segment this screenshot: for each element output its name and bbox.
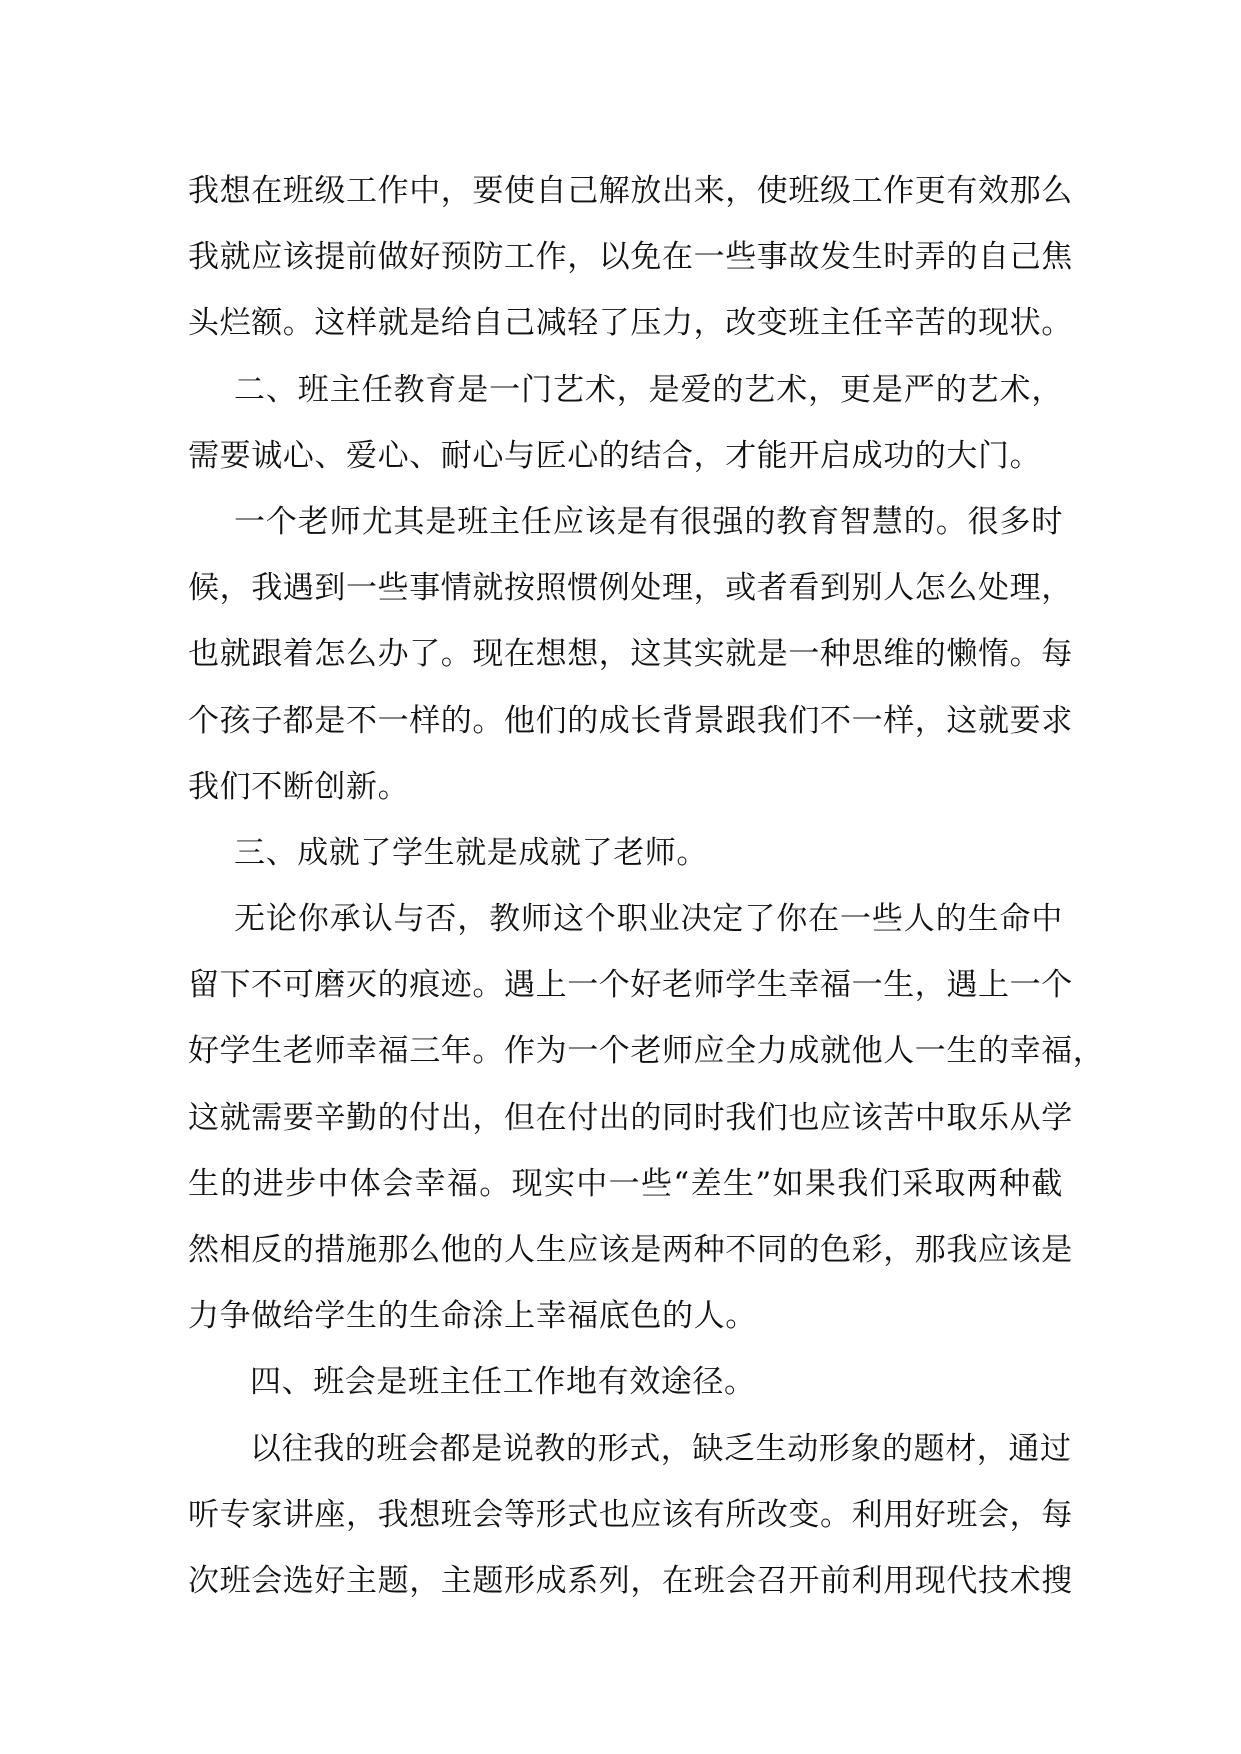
text-line: 生的进步中体会幸福。现实中一些“差生”如果我们采取两种截	[188, 1165, 1063, 1202]
section-heading-2: 二、班主任教育是一门艺术，是爱的艺术，更是严的艺术，	[234, 371, 1063, 408]
text-line: 也就跟着怎么办了。现在想想，这其实就是一种思维的懒惰。每	[188, 636, 1073, 673]
text-line: 需要诚心、爱心、耐心与匠心的结合，才能开启成功的大门。	[188, 437, 1042, 474]
text-line: 以往我的班会都是说教的形式，缺乏生动形象的题材，通过	[250, 1430, 1072, 1467]
text-line: 无论你承认与否，教师这个职业决定了你在一些人的生命中	[234, 901, 1063, 938]
text-line: 个孩子都是不一样的。他们的成长背景跟我们不一样，这就要求	[188, 702, 1073, 739]
text-line: 一个老师尤其是班主任应该是有很强的教育智慧的。很多时	[234, 503, 1063, 540]
text-line: 留下不可磨灭的痕迹。遇上一个好老师学生幸福一生，遇上一个	[188, 967, 1073, 1004]
text-line: 好学生老师幸福三年。作为一个老师应全力成就他人一生的幸福，	[188, 1033, 1105, 1070]
section-heading-4: 四、班会是班主任工作地有效途径。	[250, 1364, 756, 1401]
text-line: 这就需要辛勤的付出，但在付出的同时我们也应该苦中取乐从学	[188, 1099, 1073, 1136]
text-line: 听专家讲座，我想班会等形式也应该有所改变。利用好班会，每	[188, 1496, 1073, 1533]
text-line: 我就应该提前做好预防工作，以免在一些事故发生时弄的自己焦	[188, 239, 1073, 276]
body-text	[188, 158, 1105, 1614]
text-line: 次班会选好主题，主题形成系列，在班会召开前利用现代技术搜	[188, 1562, 1073, 1599]
text-line: 头烂额。这样就是给自己减轻了压力，改变班主任辛苦的现状。	[188, 305, 1073, 342]
text-line: 力争做给学生的生命涂上幸福底色的人。	[188, 1298, 757, 1335]
text-line: 我们不断创新。	[188, 768, 410, 805]
text-line: 我想在班级工作中，要使自己解放出来，使班级工作更有效那么	[188, 173, 1073, 209]
text-line: 候，我遇到一些事情就按照惯例处理，或者看到别人怎么处理，	[188, 570, 1073, 607]
text-line: 然相反的措施那么他的人生应该是两种不同的色彩，那我应该是	[188, 1232, 1073, 1268]
section-heading-3: 三、成就了学生就是成就了老师。	[234, 834, 708, 871]
